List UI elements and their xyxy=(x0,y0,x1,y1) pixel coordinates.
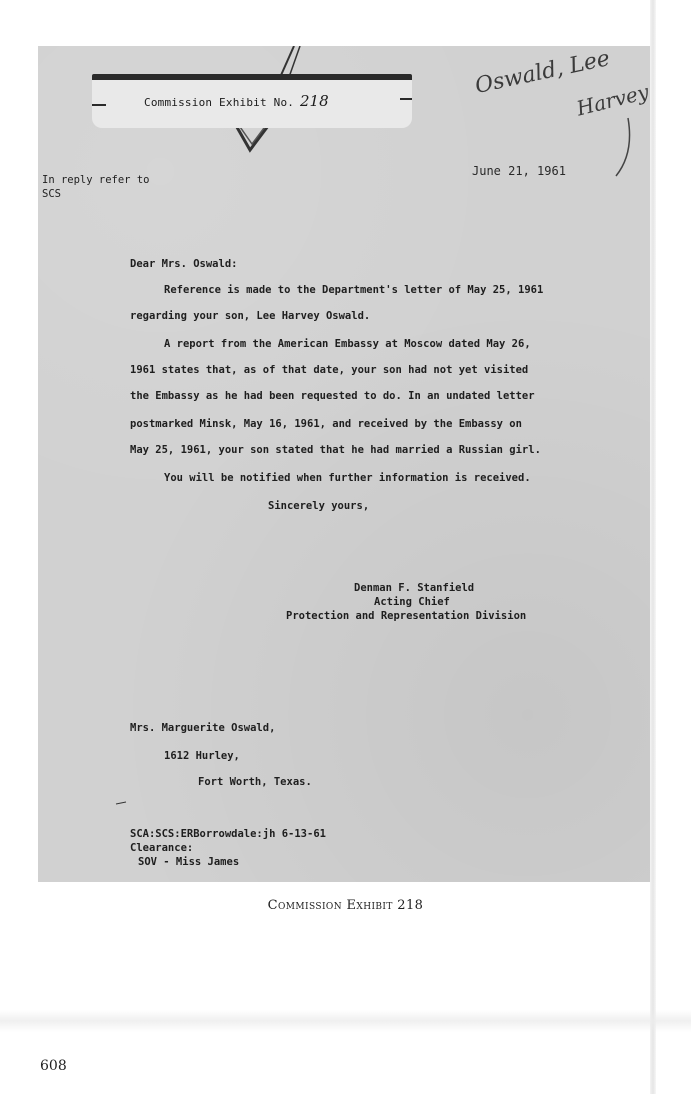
body-line-7: May 25, 1961, your son stated that he had married a Russian girl. xyxy=(130,444,541,456)
page-number: 608 xyxy=(40,1058,67,1074)
reply-refer-code: SCS xyxy=(42,188,61,200)
address-street: 1612 Hurley, xyxy=(164,750,240,762)
body-line-3: A report from the American Embassy at Moscow dated May 26, xyxy=(164,338,531,350)
letter-photograph xyxy=(38,46,650,882)
exhibit-label-card xyxy=(92,74,412,128)
scan-smudge xyxy=(0,1010,691,1032)
page-edge xyxy=(650,0,656,1094)
handwritten-name-line1: Oswald, Lee xyxy=(472,46,613,99)
body-line-1: Reference is made to the Department's letter of May 25, 1961 xyxy=(164,284,544,296)
signature-name: Denman F. Stanfield xyxy=(354,582,475,594)
handwritten-name-line2: Harvey xyxy=(574,79,652,121)
exhibit-caption: Commission Exhibit 218 xyxy=(267,898,424,913)
address-name: Mrs. Marguerite Oswald, xyxy=(130,722,276,734)
exhibit-label-prefix: Commission Exhibit No. xyxy=(144,96,295,109)
letter-date: June 21, 1961 xyxy=(472,164,566,178)
body-line-8: You will be notified when further information is received. xyxy=(164,472,531,484)
signature-division: Protection and Representation Division xyxy=(286,610,527,622)
body-line-2: regarding your son, Lee Harvey Oswald. xyxy=(130,310,371,322)
clearance-label: Clearance: xyxy=(130,842,194,854)
routing-line: SCA:SCS:ERBorrowdale:jh 6-13-61 xyxy=(130,828,326,840)
address-city: Fort Worth, Texas. xyxy=(198,776,312,788)
salutation: Dear Mrs. Oswald: xyxy=(130,258,238,270)
body-line-4: 1961 states that, as of that date, your son had not yet visited xyxy=(130,364,529,376)
signature-title: Acting Chief xyxy=(374,596,450,608)
reply-refer-line: In reply refer to xyxy=(42,174,150,186)
exhibit-label-number: 218 xyxy=(300,92,329,110)
clearance-value: SOV - Miss James xyxy=(138,856,240,868)
body-line-5: the Embassy as he had been requested to do. In an undated letter xyxy=(130,390,535,402)
closing: Sincerely yours, xyxy=(268,500,370,512)
body-line-6: postmarked Minsk, May 16, 1961, and received by the Embassy on xyxy=(130,418,522,430)
